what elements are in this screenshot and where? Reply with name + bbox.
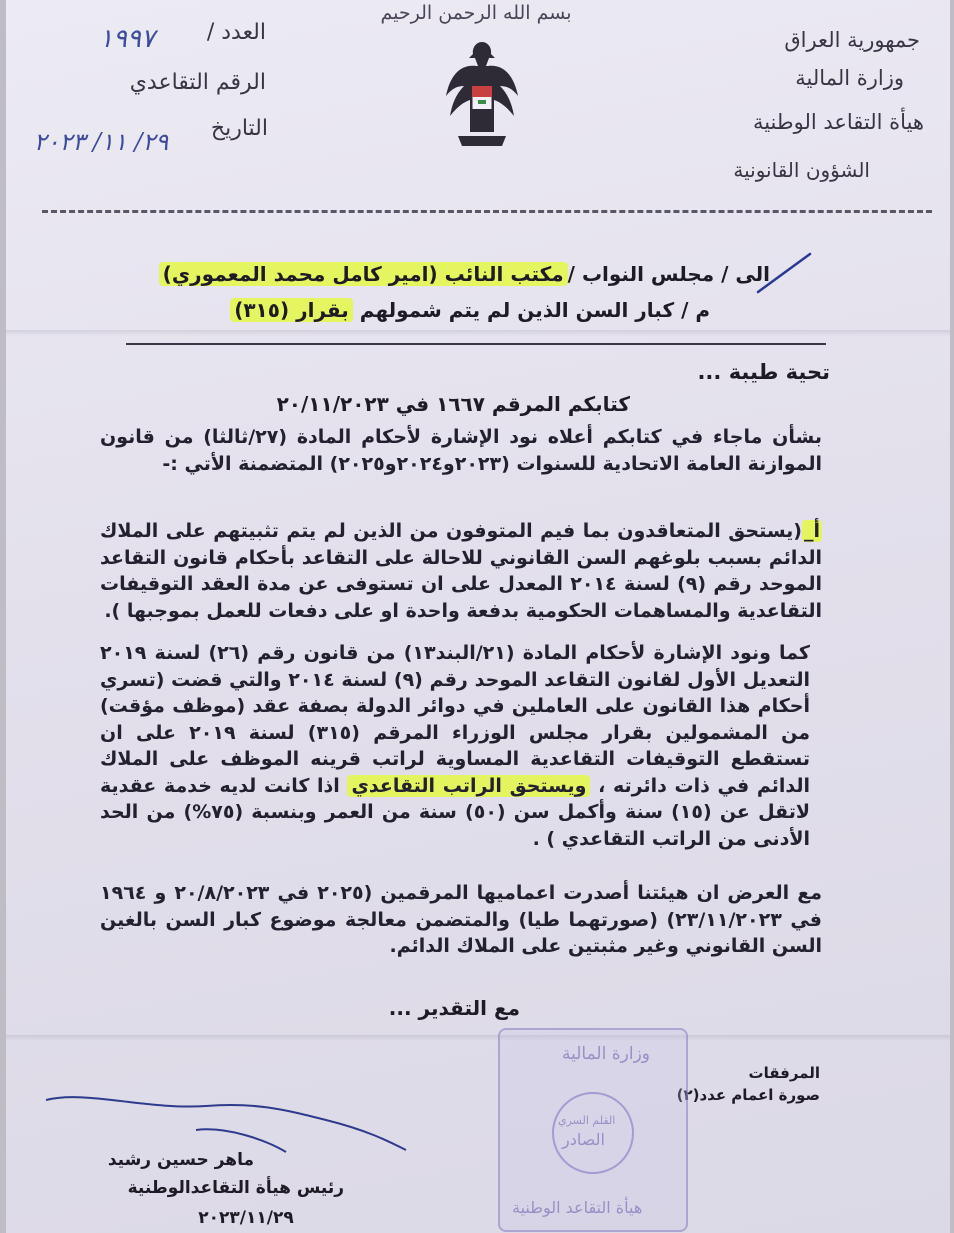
stamp-center-top: القلم السري [558,1114,616,1127]
paper-fold [6,1035,950,1041]
department-name: الشؤون القانونية [733,158,870,182]
iraq-eagle-emblem-icon [442,36,522,156]
handwritten-date: ٢٩/ ١١/ ٢٠٢٣ [33,128,169,156]
greeting: تحية طيبة ... [697,360,830,384]
recipient-office-highlight: مكتب النائب (امير كامل محمد المعموري) [159,262,568,286]
recipient-line [130,262,770,286]
signatory-name: ماهر حسين رشيد [107,1150,254,1170]
official-stamp [498,1028,688,1232]
recipient-prefix: الى / مجلس النواب / [567,262,770,286]
attachments-label: المرفقات [748,1064,820,1082]
retirement-number-label: الرقم التقاعدي [129,70,266,95]
date-label: التاريخ [210,116,268,141]
subject-decision-highlight: بقرار (٣١٥) [230,298,353,322]
subject-line [150,298,710,322]
reference-line: كتابكم المرقم ١٦٦٧ في ٢٠/١١/٢٠٢٣ [276,392,630,416]
signatory-title: رئيس هيأة التقاعدالوطنية [127,1178,344,1198]
attachments-item: صورة اعمام عدد(٢) [676,1086,820,1104]
closing-line: مع التقدير ... [388,996,520,1020]
header-divider [42,210,932,213]
paragraph-circulars: مع العرض ان هيئتنا أصدرت اعماميها المرقمين (٢٠٢٥ في ٢٠/٨/٢٠٢٣ و ١٩٦٤ في ٢٣/١١/٢٠٢٣) (صورتهما طيا) والمتضمن معالجة موضوع كبار السن بالغين السن القانوني وغير مثبتين على الملاك الدائم. [100,882,822,957]
authority-name: هيأة التقاعد الوطنية [752,110,924,134]
paragraph-amendment-start: كما ونود الإشارة لأحكام المادة (٢١/البند١٣) من قانون رقم (٢٦) لسنة ٢٠١٩ التعديل الأول لقانون التقاعد الموحد رقم (٩) لسنة ٢٠١٤ والتي قضت (تسري أحكام هذا القانون على العاملين في دوائر الدولة بصفة عقد (موظف مؤقت) من المشمولين بقرار مجلس الوزراء المرقم (٣١٥) لسنة ٢٠١٩ على ان تستقطع التوقيفات التقاعدية المساوية لراتب قرينه الموظف على الملاك الدائم في ذات دائرته ، [100,642,810,797]
number-label: العدد / [206,20,266,45]
clause-a-mark: أ_ [803,520,820,542]
pension-entitlement-highlight: ويستحق الراتب التقاعدي [347,775,590,797]
subject-underline [126,343,826,345]
handwritten-number: ١٩٩٧ [99,24,155,54]
stamp-center: الصادر [562,1130,605,1149]
stamp-ministry: وزارة المالية [562,1044,650,1064]
clause-a-paragraph [100,518,822,624]
ministry-name: وزارة المالية [795,66,904,90]
document-page [6,0,950,1233]
basmala: بسم الله الرحمن الرحيم [380,2,572,24]
subject-prefix: م / كبار السن الذين لم يتم شمولهم [359,298,710,322]
paragraph-amendment-end: اذا كانت لديه خدمة عقدية لاتقل عن (١٥) سنة وأكمل سن (٥٠) سنة من العمر وبنسبة (٧٥%) من الحد الأدنى من الراتب التقاعدي ) . [100,774,810,850]
paragraph-amendment [100,640,810,852]
signature-date: ٢٠٢٣/١١/٢٩ [198,1208,294,1228]
clause-a-text: (يستحق المتعاقدون بما فيم المتوفون من الذين لم يتم تثبيتهم على الملاك الدائم بسبب بلوغهم السن القانوني للاحالة على التقاعد بأحكام قانون التقاعد الموحد رقم (٩) لسنة ٢٠١٤ المعدل على ان تستوفى عن مدة العقد التوقيفات التقاعدية والمساهمات الحكومية بدفعة واحدة او على دفعات للعمل بموجبها ). [100,520,822,622]
paper-fold [6,330,950,336]
paragraph-law-reference: بشأن ماجاء في كتابكم أعلاه نود الإشارة لأحكام المادة (٢٧/ثالثا) من قانون الموازنة العامة الاتحادية للسنوات (٢٠٢٣و٢٠٢٤و٢٠٢٥) المتضمنة الأتي :- [100,426,822,475]
country-name: جمهورية العراق [784,28,920,52]
stamp-authority: هيأة التقاعد الوطنية [512,1198,643,1217]
